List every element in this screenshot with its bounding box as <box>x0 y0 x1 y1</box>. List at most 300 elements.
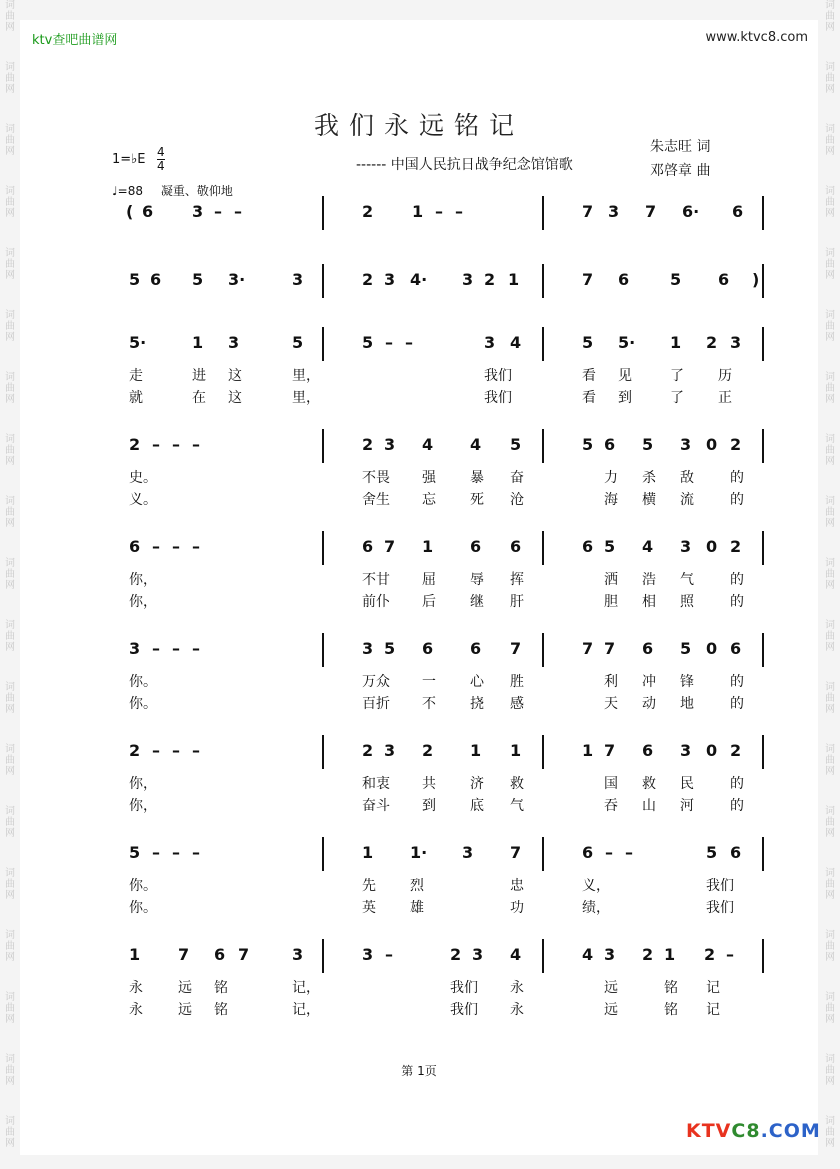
lyric-word: 看 <box>582 390 596 406</box>
lyric-word: 你。 <box>129 900 157 916</box>
note: ( <box>126 202 134 221</box>
lyric-word: 史。 <box>129 470 157 486</box>
watermark-text: 词 曲 网 <box>5 620 15 653</box>
lyric-word: 历 <box>718 368 732 384</box>
watermark-text: 词 曲 网 <box>825 372 835 405</box>
lyric-word: 海 <box>604 492 618 508</box>
note: – <box>385 945 393 964</box>
note: 4 <box>422 435 434 454</box>
lyric-word: 不 <box>422 696 436 712</box>
note: 4 <box>510 945 522 964</box>
note: 7 <box>510 639 522 658</box>
bar-line <box>322 327 324 361</box>
note: 1 <box>362 843 374 862</box>
note: 2 <box>129 435 141 454</box>
note: 6 <box>618 270 630 289</box>
lyric-word: 走 <box>129 368 143 384</box>
lyric-word: 地 <box>680 696 694 712</box>
note: – <box>605 843 613 862</box>
watermark-text: 词 曲 网 <box>5 1116 15 1149</box>
lyric-word: 了 <box>670 390 684 406</box>
lyric-word: 冲 <box>642 674 656 690</box>
note: 3 <box>680 435 692 454</box>
watermark-text: 词 曲 网 <box>825 310 835 343</box>
note: – <box>152 639 160 658</box>
note: 6 <box>604 435 616 454</box>
note: 5 <box>680 639 692 658</box>
note: 7 <box>384 537 396 556</box>
watermark-text: 词 曲 网 <box>5 682 15 715</box>
note: 7 <box>645 202 657 221</box>
song-title: 我们永远铭记 <box>313 111 524 140</box>
note: – <box>192 741 200 760</box>
bar-line <box>542 735 544 769</box>
lyric-word: 山 <box>642 798 656 814</box>
lyric-word: 济 <box>470 776 484 792</box>
note: 3 <box>292 945 304 964</box>
lyric-word: 强 <box>422 470 436 486</box>
lyric-word: 你， <box>129 572 157 588</box>
note: – <box>214 202 222 221</box>
lyric-word: 我们 <box>450 980 478 996</box>
lyric-word: 力 <box>604 470 618 486</box>
note: – <box>192 435 200 454</box>
note: 7 <box>582 202 594 221</box>
lyric-word: 这 <box>228 390 242 406</box>
bar-line <box>762 837 764 871</box>
lyric-word: 永 <box>510 1002 524 1018</box>
left-watermark-strip <box>0 0 20 1169</box>
watermark-text: 词 曲 网 <box>825 868 835 901</box>
note: 1 <box>664 945 676 964</box>
lyric-word: 铭 <box>664 1002 678 1018</box>
note: – <box>192 639 200 658</box>
lyric-word: 忘 <box>422 492 436 508</box>
note: 1 <box>412 202 424 221</box>
watermark-text: 词 曲 网 <box>5 1054 15 1087</box>
lyric-word: 敌 <box>680 470 694 486</box>
lyric-word: 横 <box>642 492 656 508</box>
note: – <box>625 843 633 862</box>
lyric-word: 雄 <box>410 900 424 916</box>
watermark-text: 词 曲 网 <box>825 930 835 963</box>
note: 3 <box>129 639 141 658</box>
lyric-word: 奋斗 <box>362 798 390 814</box>
note: – <box>405 333 413 352</box>
bar-line <box>762 327 764 361</box>
lyric-word: 的 <box>730 572 744 588</box>
site-url-right[interactable]: www.ktvc8.com <box>705 30 808 45</box>
watermark-text: 词 曲 网 <box>825 62 835 95</box>
note: 5 <box>582 435 594 454</box>
lyric-word: 和衷 <box>362 776 390 792</box>
right-watermark-strip <box>820 0 840 1169</box>
page-number: 第 1页 <box>401 1064 437 1078</box>
note: – <box>455 202 463 221</box>
note: 6 <box>732 202 744 221</box>
lyric-word: 到 <box>618 390 632 406</box>
lyric-word: 吞 <box>604 798 618 814</box>
lyric-word: 我们 <box>450 1002 478 1018</box>
note: 5 <box>582 333 594 352</box>
watermark-text: 词 曲 网 <box>5 62 15 95</box>
note: 1 <box>582 741 594 760</box>
watermark-text: 词 曲 网 <box>825 682 835 715</box>
bar-line <box>762 633 764 667</box>
note: 6 <box>718 270 730 289</box>
song-subtitle: ------ 中国人民抗日战争纪念馆馆歌 <box>356 157 573 173</box>
key-signature: 1=♭E <box>112 152 146 167</box>
note: 3 <box>462 843 474 862</box>
watermark-text: 词 曲 网 <box>5 248 15 281</box>
note: 5 <box>384 639 396 658</box>
note: 0 <box>706 537 718 556</box>
lyric-word: 你， <box>129 594 157 610</box>
lyric-word: 万众 <box>362 674 390 690</box>
lyric-word: 前仆 <box>362 594 390 610</box>
note: 7 <box>178 945 190 964</box>
note: – <box>152 741 160 760</box>
lyric-word: 记 <box>706 1002 720 1018</box>
note: 4 <box>470 435 482 454</box>
note: 4 <box>510 333 522 352</box>
lyric-word: 到 <box>422 798 436 814</box>
bar-line <box>542 264 544 298</box>
lyric-word: 一 <box>422 674 436 690</box>
watermark-text: 词 曲 网 <box>825 496 835 529</box>
lyric-word: 远 <box>178 980 192 996</box>
note: 2 <box>730 537 742 556</box>
note: 7 <box>238 945 250 964</box>
score-page <box>20 20 821 1155</box>
tempo-mark <box>112 182 233 199</box>
lyric-word: 挠 <box>470 696 484 712</box>
note: 3 <box>462 270 474 289</box>
note: 2 <box>642 945 654 964</box>
note: 6 <box>214 945 226 964</box>
lyric-word: 烈 <box>410 878 424 894</box>
lyricist-credit: 朱志旺 词 <box>650 139 711 155</box>
note: – <box>152 537 160 556</box>
note: 3 <box>608 202 620 221</box>
note: 3 <box>680 537 692 556</box>
lyric-word: 永 <box>129 980 143 996</box>
bar-line <box>322 939 324 973</box>
lyric-word: 你， <box>129 798 157 814</box>
note: 3 <box>484 333 496 352</box>
watermark-text: 词 曲 网 <box>825 620 835 653</box>
note: 1· <box>410 843 428 862</box>
note: 7 <box>510 843 522 862</box>
lyric-word: 洒 <box>604 572 618 588</box>
bar-line <box>542 939 544 973</box>
note: 1 <box>192 333 204 352</box>
note: 5 <box>129 843 141 862</box>
lyric-word: 流 <box>680 492 694 508</box>
note: 3 <box>384 435 396 454</box>
lyric-word: 铭 <box>214 1002 228 1018</box>
note: – <box>172 843 180 862</box>
note: 4· <box>410 270 428 289</box>
composer-credit: 邓啓章 曲 <box>650 163 711 179</box>
lyric-word: 你。 <box>129 878 157 894</box>
note: – <box>152 435 160 454</box>
lyric-word: 忠 <box>510 878 524 894</box>
note: 2 <box>129 741 141 760</box>
bar-line <box>322 837 324 871</box>
note: – <box>152 843 160 862</box>
watermark-text: 词 曲 网 <box>5 558 15 591</box>
note: 6 <box>470 537 482 556</box>
note: 6· <box>682 202 700 221</box>
note: 6 <box>470 639 482 658</box>
note: 1 <box>670 333 682 352</box>
note: 5· <box>129 333 147 352</box>
note: 2 <box>704 945 716 964</box>
lyric-word: 杀 <box>642 470 656 486</box>
watermark-text: 词 曲 网 <box>5 434 15 467</box>
note: 5 <box>292 333 304 352</box>
lyric-word: 气 <box>680 572 694 588</box>
note: – <box>172 639 180 658</box>
note: 3· <box>228 270 246 289</box>
watermark-text: 词 曲 网 <box>5 868 15 901</box>
lyric-word: 的 <box>730 674 744 690</box>
bar-line <box>542 429 544 463</box>
watermark-text: 词 曲 网 <box>5 124 15 157</box>
tempo-value: ♩=88 <box>112 184 143 198</box>
note: 6 <box>142 202 154 221</box>
lyric-word: 死 <box>470 492 484 508</box>
note: 7 <box>604 741 616 760</box>
lyric-word: 的 <box>730 470 744 486</box>
lyric-word: 的 <box>730 696 744 712</box>
bar-line <box>762 264 764 298</box>
lyric-word: 辱 <box>470 572 484 588</box>
note: 2 <box>362 202 374 221</box>
bar-line <box>542 196 544 230</box>
note: 3 <box>362 945 374 964</box>
lyric-word: 绩， <box>582 900 610 916</box>
lyric-word: 我们 <box>484 368 512 384</box>
lyric-word: 铭 <box>664 980 678 996</box>
lyric-word: 共 <box>422 776 436 792</box>
lyric-word: 进 <box>192 368 206 384</box>
lyric-word: 肝 <box>510 594 524 610</box>
note: 1 <box>129 945 141 964</box>
logo-part-ktv: KTV <box>686 1120 732 1142</box>
lyric-word: 锋 <box>680 674 694 690</box>
note: 0 <box>706 639 718 658</box>
lyric-word: 了 <box>670 368 684 384</box>
note: – <box>192 843 200 862</box>
lyric-word: 这 <box>228 368 242 384</box>
lyric-word: 胆 <box>604 594 618 610</box>
note: 0 <box>706 741 718 760</box>
note: 3 <box>730 333 742 352</box>
lyric-word: 先 <box>362 878 376 894</box>
ktvc8-logo[interactable] <box>686 1120 821 1142</box>
bar-line <box>762 196 764 230</box>
time-signature-top: 4 <box>157 145 165 159</box>
lyric-word: 民 <box>680 776 694 792</box>
lyric-word: 在 <box>192 390 206 406</box>
note: 2 <box>362 741 374 760</box>
watermark-text: 词 曲 网 <box>5 186 15 219</box>
lyric-word: 沧 <box>510 492 524 508</box>
lyric-word: 的 <box>730 798 744 814</box>
lyric-word: 不甘 <box>362 572 390 588</box>
note: 5 <box>670 270 682 289</box>
watermark-text: 词 曲 网 <box>825 186 835 219</box>
watermark-text: 词 曲 网 <box>825 1116 835 1149</box>
watermark-text: 词 曲 网 <box>825 0 835 33</box>
note: 6 <box>129 537 141 556</box>
note: 4 <box>642 537 654 556</box>
watermark-text: 词 曲 网 <box>825 806 835 839</box>
note: 5 <box>642 435 654 454</box>
note: 5 <box>129 270 141 289</box>
watermark-text: 词 曲 网 <box>825 124 835 157</box>
lyric-word: 记， <box>292 1002 320 1018</box>
watermark-text: 词 曲 网 <box>825 558 835 591</box>
watermark-text: 词 曲 网 <box>825 434 835 467</box>
logo-part-com: .COM <box>760 1120 821 1142</box>
lyric-word: 我们 <box>706 878 734 894</box>
note: 3 <box>680 741 692 760</box>
note: 3 <box>192 202 204 221</box>
note: 2 <box>362 270 374 289</box>
watermark-text: 词 曲 网 <box>5 372 15 405</box>
note: – <box>234 202 242 221</box>
note: – <box>385 333 393 352</box>
lyric-word: 铭 <box>214 980 228 996</box>
note: – <box>172 537 180 556</box>
site-name-left[interactable]: ktv查吧曲谱网 <box>32 33 118 48</box>
bar-line <box>322 735 324 769</box>
lyric-word: 利 <box>604 674 618 690</box>
lyric-word: 永 <box>510 980 524 996</box>
lyric-word: 照 <box>680 594 694 610</box>
bar-line <box>322 196 324 230</box>
lyric-word: 奋 <box>510 470 524 486</box>
lyric-word: 远 <box>604 1002 618 1018</box>
bar-line <box>542 837 544 871</box>
note: 1 <box>422 537 434 556</box>
note: 1 <box>508 270 520 289</box>
watermark-text: 词 曲 网 <box>5 992 15 1025</box>
note: 7 <box>582 270 594 289</box>
note: ) <box>752 270 760 289</box>
lyric-word: 功 <box>510 900 524 916</box>
lyric-word: 的 <box>730 594 744 610</box>
lyric-word: 你。 <box>129 696 157 712</box>
lyric-word: 挥 <box>510 572 524 588</box>
lyric-word: 不畏 <box>362 470 390 486</box>
lyric-word: 继 <box>470 594 484 610</box>
watermark-text: 词 曲 网 <box>825 1054 835 1087</box>
lyric-word: 我们 <box>706 900 734 916</box>
note: 2 <box>730 741 742 760</box>
lyric-word: 你， <box>129 776 157 792</box>
lyric-word: 我们 <box>484 390 512 406</box>
time-signature-bottom: 4 <box>157 159 165 173</box>
watermark-text: 词 曲 网 <box>5 744 15 777</box>
lyric-word: 浩 <box>642 572 656 588</box>
note: 3 <box>384 270 396 289</box>
note: – <box>435 202 443 221</box>
expression-mark: 凝重、敬仰地 <box>160 184 233 198</box>
note: 3 <box>384 741 396 760</box>
lyric-word: 百折 <box>362 696 390 712</box>
watermark-text: 词 曲 网 <box>825 248 835 281</box>
watermark-text: 词 曲 网 <box>825 744 835 777</box>
lyric-word: 远 <box>604 980 618 996</box>
note: 3 <box>604 945 616 964</box>
lyric-word: 后 <box>422 594 436 610</box>
lyric-word: 胜 <box>510 674 524 690</box>
note: – <box>172 741 180 760</box>
bar-line <box>762 735 764 769</box>
lyric-word: 暴 <box>470 470 484 486</box>
note: 2 <box>706 333 718 352</box>
note: 7 <box>604 639 616 658</box>
note: 6 <box>362 537 374 556</box>
lyric-word: 国 <box>604 776 618 792</box>
note: 5· <box>618 333 636 352</box>
note: – <box>726 945 734 964</box>
note: 6 <box>510 537 522 556</box>
bar-line <box>542 633 544 667</box>
bar-line <box>762 531 764 565</box>
lyric-word: 气 <box>510 798 524 814</box>
lyric-word: 动 <box>642 696 656 712</box>
watermark-text: 词 曲 网 <box>5 0 15 33</box>
bar-line <box>322 429 324 463</box>
lyric-word: 底 <box>470 798 484 814</box>
lyric-word: 你。 <box>129 674 157 690</box>
note: 2 <box>450 945 462 964</box>
watermark-text: 词 曲 网 <box>825 992 835 1025</box>
lyric-word: 的 <box>730 492 744 508</box>
bar-line <box>542 327 544 361</box>
note: 5 <box>604 537 616 556</box>
bar-line <box>322 633 324 667</box>
note: 2 <box>730 435 742 454</box>
note: 3 <box>292 270 304 289</box>
note: 4 <box>582 945 594 964</box>
note: 6 <box>150 270 162 289</box>
bar-line <box>762 939 764 973</box>
note: 1 <box>470 741 482 760</box>
note: – <box>172 435 180 454</box>
watermark-text: 词 曲 网 <box>5 310 15 343</box>
note: 5 <box>706 843 718 862</box>
note: 2 <box>422 741 434 760</box>
lyric-word: 记， <box>292 980 320 996</box>
lyric-word: 救 <box>510 776 524 792</box>
note: 6 <box>582 537 594 556</box>
note: 3 <box>362 639 374 658</box>
note: 6 <box>582 843 594 862</box>
note: 2 <box>484 270 496 289</box>
lyric-word: 看 <box>582 368 596 384</box>
lyric-word: 远 <box>178 1002 192 1018</box>
lyric-word: 感 <box>510 696 524 712</box>
watermark-text: 词 曲 网 <box>5 930 15 963</box>
lyric-word: 义， <box>582 878 610 894</box>
lyric-word: 永 <box>129 1002 143 1018</box>
